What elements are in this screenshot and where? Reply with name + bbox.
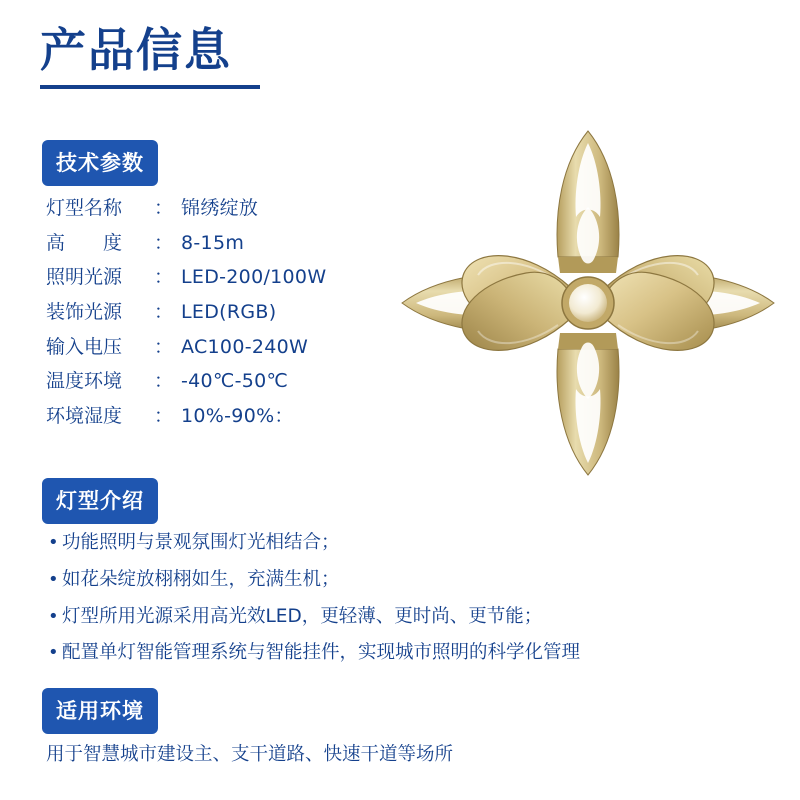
spec-value: 8-15m xyxy=(181,231,245,254)
spec-label: 输入电压 xyxy=(46,335,123,358)
spec-label: 温度环境 xyxy=(46,370,123,393)
spec-value: 10%-90%： xyxy=(181,405,294,428)
spec-label: 高 度 xyxy=(46,231,123,254)
bullet-dot-icon: • xyxy=(48,568,59,590)
spec-colon: ： xyxy=(154,405,174,428)
spec-label: 装饰光源 xyxy=(46,301,123,324)
section-header-environment xyxy=(42,688,158,734)
intro-bullet-list xyxy=(48,530,748,677)
spec-value: 锦绣绽放 xyxy=(181,197,259,219)
tech-spec-tag-label: 技术参数 xyxy=(42,140,158,186)
lamp-hub-core xyxy=(569,284,607,322)
intro-tag-label: 灯型介绍 xyxy=(42,478,158,524)
flower-lamp-illustration xyxy=(388,118,788,478)
bullet-dot-icon: • xyxy=(48,532,59,553)
spec-colon: ： xyxy=(154,231,174,254)
list-item xyxy=(48,640,748,667)
section-header-intro xyxy=(42,478,158,524)
bullet-dot-icon: • xyxy=(48,605,59,627)
spec-value: AC100-240W xyxy=(181,335,309,358)
list-item-text: 如花朵绽放栩栩如生，充满生机； xyxy=(62,568,340,590)
spec-colon: ： xyxy=(154,197,174,219)
spec-value: LED-200/100W xyxy=(181,266,327,289)
spec-label: 照明光源 xyxy=(46,266,123,289)
list-item xyxy=(48,604,748,631)
spec-colon: ： xyxy=(154,266,174,289)
spec-colon: ： xyxy=(154,335,174,358)
spec-colon: ： xyxy=(154,370,174,393)
section-header-tech-spec xyxy=(42,140,158,186)
spec-value: LED(RGB) xyxy=(181,301,277,324)
spec-label: 环境湿度 xyxy=(46,405,123,428)
list-item xyxy=(48,567,748,594)
list-item-text: 功能照明与景观氛围灯光相结合； xyxy=(62,532,340,553)
environment-tag-label: 适用环境 xyxy=(42,688,158,734)
page-title-block xyxy=(40,24,260,89)
list-item-text: 灯型所用光源采用高光效LED，更轻薄、更时尚、更节能； xyxy=(62,605,543,627)
spec-label: 灯型名称 xyxy=(46,197,123,219)
flower-lamp-svg xyxy=(388,118,788,478)
page-title: 产品信息 xyxy=(40,23,232,77)
title-underline xyxy=(40,85,260,89)
spec-value: -40℃-50℃ xyxy=(181,370,289,393)
environment-description: 用于智慧城市建设主、支干道路、快速干道等场所 xyxy=(46,744,454,765)
list-item xyxy=(48,530,748,557)
list-item-text: 配置单灯智能管理系统与智能挂件，实现城市照明的科学化管理 xyxy=(62,642,581,664)
spec-colon: ： xyxy=(154,301,174,324)
bullet-dot-icon: • xyxy=(48,642,59,664)
